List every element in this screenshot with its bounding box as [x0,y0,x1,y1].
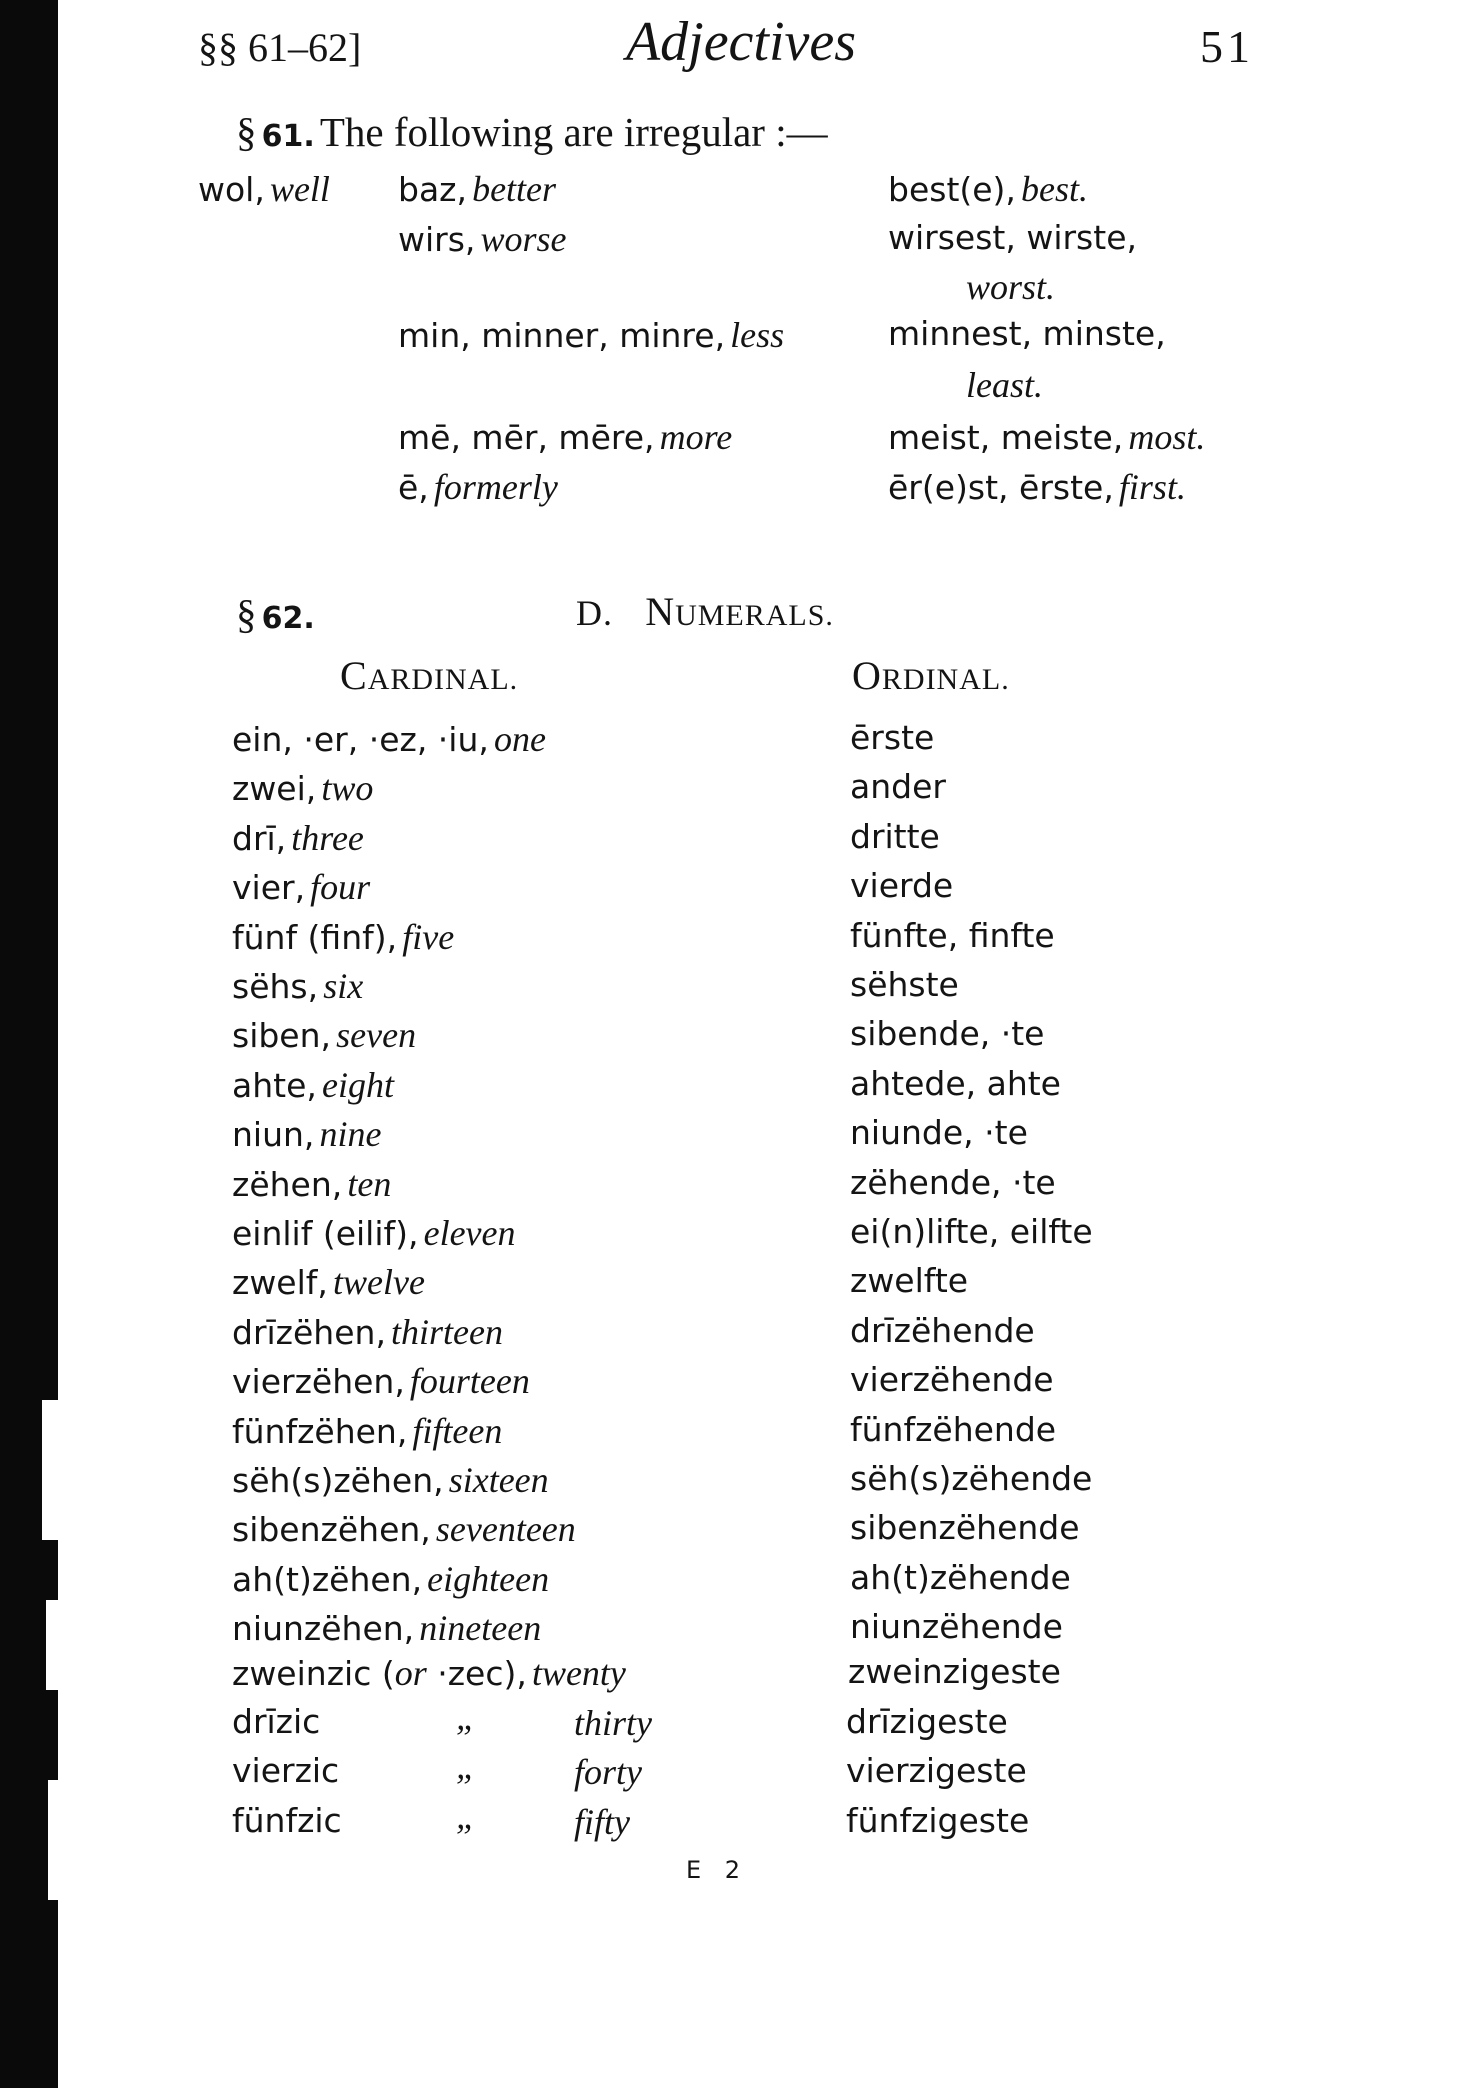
cardinal-word: drī, [232,819,287,858]
superlative-form [888,416,1205,458]
superlative-form [888,314,1166,353]
section-61-heading [236,108,828,156]
page-number: 51 [1200,21,1254,72]
numeral-row [232,1459,549,1501]
cardinal-initial: C [340,653,368,698]
english-gloss: fifty [574,1802,630,1842]
cardinal-word: sëh(s)zëhen, [232,1461,444,1500]
numeral-row [232,1607,541,1649]
comparative-gloss: worse [480,219,567,259]
ordinal-word: ērste [850,718,935,757]
ordinal-word: ei(n)lifte, eilfte [850,1212,1093,1251]
english-gloss: eight [321,1065,394,1105]
english-gloss: nineteen [419,1608,542,1648]
numeral-row [232,1311,503,1353]
english-gloss: seven [336,1015,417,1055]
ordinal-word: dritte [850,817,940,856]
english-gloss: two [321,768,374,808]
numeral-row [232,1410,502,1452]
cardinal-word: niunzëhen, [232,1609,415,1648]
section-mark: § [236,591,257,637]
english-gloss: fifteen [412,1411,503,1451]
superlative-gloss: most. [1128,417,1206,457]
english-gloss: forty [574,1752,642,1792]
comparative-word: baz, [398,170,467,209]
comparative-form [398,218,567,260]
ordinal-word: sibenzëhende [850,1508,1080,1547]
cardinal-word: zëhen, [232,1165,343,1204]
comparative-form [398,168,556,210]
base-gloss: well [269,169,330,209]
english-gloss: ten [347,1164,392,1204]
numerals-initial: N [645,589,676,634]
ditto-mark: „ [456,1697,477,1737]
numeral-row [232,1064,394,1106]
ordinal-word: fünfte, finfte [850,916,1055,955]
numeral-row [232,1261,425,1303]
comparative-gloss: less [730,315,785,355]
numeral-row [232,817,364,859]
numeral-row [232,1558,549,1600]
english-gloss: eleven [423,1213,516,1253]
english-gloss: six [323,966,364,1006]
superlative-gloss: least. [966,365,1043,405]
cardinal-word: ah(t)zëhen, [232,1560,423,1599]
cardinal-word: fünfzëhen, [232,1412,408,1451]
english-gloss: sixteen [448,1460,549,1500]
cardinal-word: einlif (eilif), [232,1214,419,1253]
english-gloss: fourteen [409,1361,530,1401]
cardinal-word: sibenzëhen, [232,1510,431,1549]
superlative-word: best(e), [888,170,1016,209]
ordinal-word: zwelfte [850,1261,969,1300]
english-gloss: nine [319,1114,382,1154]
ordinal-word: fünfzëhende [850,1410,1057,1449]
section-number: 62. [261,601,315,636]
english-gloss: one [493,719,546,759]
numeral-row [232,718,546,760]
comparative-word: mē, mēr, mēre, [398,418,655,457]
cardinal-heading [340,652,518,699]
book-spine-shadow [0,0,58,2088]
numeral-row [232,767,373,809]
cardinal-word: siben, [232,1016,332,1055]
ordinal-word: vierzëhende [850,1360,1054,1399]
numeral-row [232,1360,530,1402]
superlative-word: wirsest, wirste, [888,218,1137,257]
header-section-ref: §§ 61–62] [198,25,362,70]
english-gloss: twelve [332,1262,425,1302]
ordinal-word: drīzigeste [846,1702,1008,1741]
spine-edge-mark [48,1780,62,1900]
superlative-word: ēr(e)st, ērste, [888,468,1114,507]
english-gloss: five [402,917,455,957]
superlative-form [888,466,1186,508]
superlative-gloss: best. [1021,169,1089,209]
ordinal-word: ah(t)zëhende [850,1558,1071,1597]
comparative-form [398,466,558,508]
cardinal-word: fünfzic [232,1801,342,1840]
ordinal-word: vierde [850,866,954,905]
numeral-row [232,866,370,908]
english-gloss: twenty [531,1653,626,1693]
ordinal-word: niunde, ·te [850,1113,1028,1152]
base-form [198,168,330,210]
english-gloss: seventeen [435,1509,576,1549]
superlative-form [888,218,1137,257]
english-gloss: thirty [574,1703,652,1743]
section-mark: § [236,109,257,155]
ordinal-word: ander [850,767,946,806]
superlative-form [888,168,1088,210]
ordinal-word: sëhste [850,965,959,1004]
cardinal-word: drīzic [232,1702,321,1741]
ordinal-word: ahtede, ahte [850,1064,1061,1103]
numeral-row [232,1212,516,1254]
ditto-mark: „ [456,1796,477,1836]
cardinal-word: sëhs, [232,967,319,1006]
page-title: Adjectives [625,11,857,73]
cardinal-word: vierzëhen, [232,1362,405,1401]
ordinal-word: drīzëhende [850,1311,1035,1350]
ordinal-initial: O [852,653,882,698]
cardinal-word: fünf (finf), [232,918,398,957]
ordinal-word: sëh(s)zëhende [850,1459,1093,1498]
ordinal-word: vierzigeste [846,1751,1027,1790]
section-number: 61. [261,119,315,154]
comparative-word: wirs, [398,220,476,259]
comparative-gloss: formerly [433,467,558,507]
english-gloss: thirteen [391,1312,504,1352]
spine-edge-mark [46,1600,62,1690]
superlative-gloss: first. [1118,467,1186,507]
ordinal-word: fünfzigeste [846,1801,1030,1840]
comparative-form [398,416,732,458]
numeral-row [232,965,363,1007]
numeral-row [232,1508,576,1550]
section-62-heading [236,590,315,638]
comparative-gloss: more [659,417,733,457]
cardinal-word: zweinzic ( [232,1654,395,1693]
or-word: or [394,1653,427,1693]
numeral-row [232,916,454,958]
ordinal-word: zëhende, ·te [850,1163,1056,1202]
superlative-word: meist, meiste, [888,418,1124,457]
comparative-word: ē, [398,468,429,507]
printer-signature: E 2 [686,1856,749,1884]
ordinal-word: zweinzigeste [848,1652,1061,1691]
english-gloss: three [291,818,364,858]
superlative-word: minnest, minste, [888,314,1166,353]
section-intro: The following are irregular :— [319,109,828,155]
numeral-row [232,1113,381,1155]
ditto-mark: „ [456,1746,477,1786]
ordinal-word: sibende, ·te [850,1014,1045,1053]
numerals-rest: UMERALS. [675,599,834,632]
comparative-form [398,314,784,356]
base-word: wol, [198,170,265,209]
cardinal-word: zwei, [232,769,317,808]
ordinal-rest: RDINAL. [881,663,1010,696]
cardinal-word: niun, [232,1115,315,1154]
numeral-row [232,1014,416,1056]
spine-edge-mark [42,1400,64,1540]
comparative-word: min, minner, minre, [398,316,726,355]
english-gloss: four [310,867,371,907]
english-gloss: eighteen [427,1559,550,1599]
ordinal-word: niunzëhende [850,1607,1063,1646]
cardinal-suffix: ·zec), [426,1654,527,1693]
superlative-gloss: worst. [966,267,1056,307]
cardinal-word: drīzëhen, [232,1313,386,1352]
numerals-heading [576,588,834,635]
cardinal-word: vierzic [232,1751,340,1790]
numeral-row-twenty [232,1652,626,1694]
cardinal-rest: ARDINAL. [367,663,519,696]
numeral-row [232,1163,391,1205]
cardinal-word: ahte, [232,1066,317,1105]
ordinal-heading [852,652,1010,699]
numerals-letter: D. [576,593,613,633]
comparative-gloss: better [472,169,557,209]
cardinal-word: vier, [232,868,306,907]
cardinal-word: ein, ·er, ·ez, ·iu, [232,720,489,759]
cardinal-word: zwelf, [232,1263,328,1302]
